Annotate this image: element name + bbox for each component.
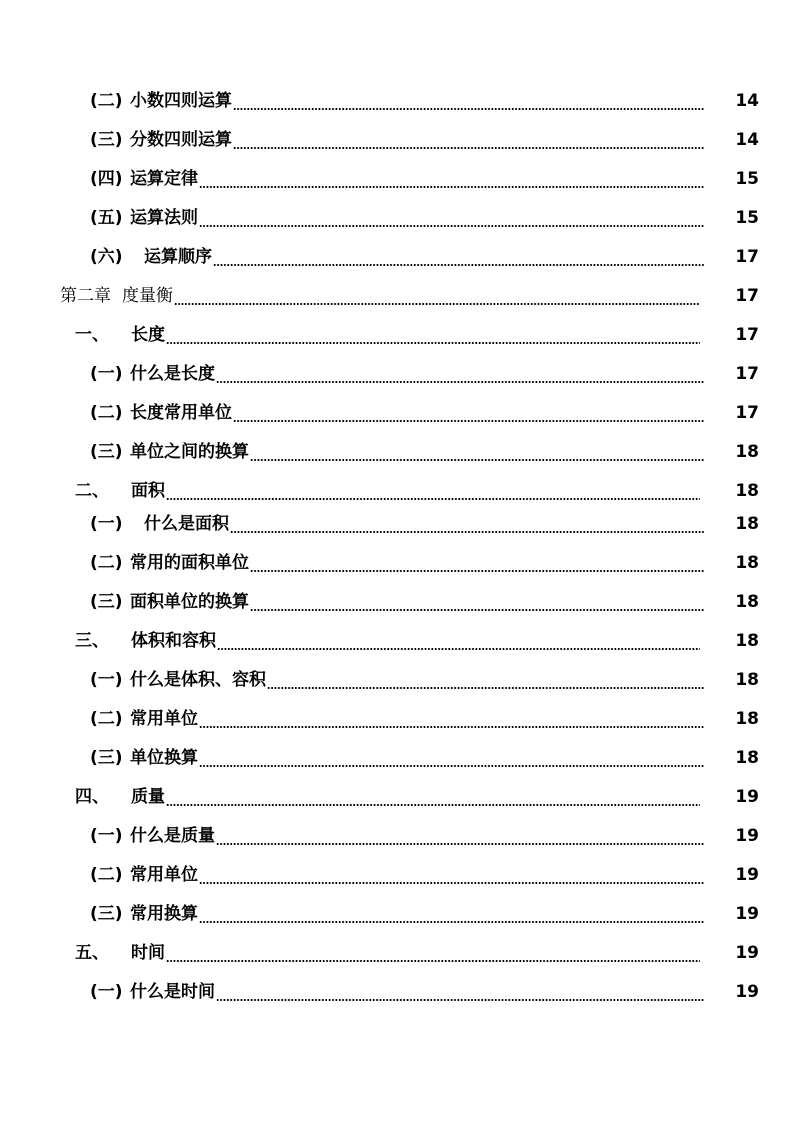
toc-entry[interactable] xyxy=(90,242,704,268)
toc-entry-number: (三) xyxy=(90,592,123,612)
toc-dot-leader xyxy=(216,363,704,385)
toc-entry[interactable] xyxy=(90,548,704,574)
toc-entry-title: 度量衡 xyxy=(122,286,173,306)
toc-entry-number: (一) xyxy=(90,982,123,1002)
toc-entry-number: (一) xyxy=(90,826,123,846)
toc-page-number: 14 xyxy=(735,91,759,111)
toc-dot-leader xyxy=(199,747,704,769)
toc-page-number: 14 xyxy=(735,130,759,150)
toc-entry-title: 什么是长度 xyxy=(130,364,215,384)
toc-dot-leader xyxy=(216,825,704,847)
toc-entry-title: 单位换算 xyxy=(130,748,198,768)
toc-dot-leader xyxy=(166,786,700,808)
toc-page-number: 18 xyxy=(735,631,759,651)
toc-entry[interactable] xyxy=(90,899,704,925)
toc-entry[interactable] xyxy=(75,782,700,808)
toc-entry-number: (三) xyxy=(90,130,123,150)
toc-dot-leader xyxy=(166,480,700,502)
toc-entry[interactable] xyxy=(90,860,704,886)
toc-entry-number: (一) xyxy=(90,670,123,690)
toc-entry-number: (二) xyxy=(90,865,123,885)
toc-page-number: 18 xyxy=(735,514,759,534)
toc-dot-leader xyxy=(199,708,704,730)
toc-dot-leader xyxy=(216,981,704,1003)
toc-entry[interactable] xyxy=(90,359,704,385)
toc-entry[interactable] xyxy=(90,821,704,847)
toc-entry-title: 面积单位的换算 xyxy=(130,592,249,612)
toc-entry-number: (二) xyxy=(90,403,123,423)
toc-entry-number: 一、 xyxy=(75,325,109,345)
toc-entry-number: (一) xyxy=(90,364,123,384)
toc-entry-title: 常用单位 xyxy=(130,865,198,885)
toc-dot-leader xyxy=(233,90,704,112)
toc-entry[interactable] xyxy=(90,704,704,730)
toc-page-number: 18 xyxy=(735,709,759,729)
toc-dot-leader xyxy=(174,285,700,307)
toc-page-number: 15 xyxy=(735,208,759,228)
toc-entry[interactable] xyxy=(75,320,700,346)
toc-page-number: 17 xyxy=(735,364,759,384)
toc-page-number: 19 xyxy=(735,904,759,924)
toc-dot-leader xyxy=(250,591,704,613)
toc-page-number: 19 xyxy=(735,826,759,846)
toc-dot-leader xyxy=(166,942,700,964)
toc-entry-title: 常用换算 xyxy=(130,904,198,924)
toc-entry-title: 小数四则运算 xyxy=(130,91,232,111)
toc-entry-title: 什么是质量 xyxy=(130,826,215,846)
toc-entry-title: 质量 xyxy=(131,787,165,807)
toc-entry-number: (五) xyxy=(90,208,123,228)
toc-entry-number: (三) xyxy=(90,442,123,462)
toc-entry-title: 时间 xyxy=(131,943,165,963)
toc-entry[interactable] xyxy=(90,587,704,613)
toc-entry-number: (二) xyxy=(90,709,123,729)
toc-entry-number: 第二章 xyxy=(60,286,111,306)
toc-dot-leader xyxy=(199,168,704,190)
toc-dot-leader xyxy=(233,402,704,424)
toc-dot-leader xyxy=(230,513,704,535)
toc-entry-title: 常用单位 xyxy=(130,709,198,729)
toc-dot-leader xyxy=(199,207,704,229)
toc-entry-title: 什么是时间 xyxy=(130,982,215,1002)
toc-entry-number: 四、 xyxy=(75,787,109,807)
toc-entry-title: 运算法则 xyxy=(130,208,198,228)
toc-page-number: 18 xyxy=(735,442,759,462)
toc-page-number: 18 xyxy=(735,481,759,501)
toc-entry[interactable] xyxy=(90,86,704,112)
toc-entry-title: 分数四则运算 xyxy=(130,130,232,150)
toc-page-number: 18 xyxy=(735,553,759,573)
toc-entry-number: (三) xyxy=(90,904,123,924)
toc-entry-title: 单位之间的换算 xyxy=(130,442,249,462)
toc-entry-title: 什么是体积、容积 xyxy=(130,670,266,690)
toc-entry-title: 长度常用单位 xyxy=(130,403,232,423)
toc-page-number: 18 xyxy=(735,748,759,768)
toc-entry-title: 运算定律 xyxy=(130,169,198,189)
toc-entry-title: 面积 xyxy=(131,481,165,501)
toc-page-number: 18 xyxy=(735,592,759,612)
toc-entry[interactable] xyxy=(90,125,704,151)
toc-entry[interactable] xyxy=(90,743,704,769)
toc-entry[interactable] xyxy=(60,281,700,307)
toc-entry[interactable] xyxy=(90,398,704,424)
toc-entry-title: 体积和容积 xyxy=(131,631,216,651)
toc-dot-leader xyxy=(250,441,704,463)
toc-entry[interactable] xyxy=(75,626,700,652)
toc-entry[interactable] xyxy=(90,665,704,691)
toc-entry[interactable] xyxy=(90,977,704,1003)
toc-entry-number: (三) xyxy=(90,748,123,768)
toc-dot-leader xyxy=(233,129,704,151)
toc-page-number: 17 xyxy=(735,286,759,306)
toc-entry-number: (二) xyxy=(90,91,123,111)
toc-dot-leader xyxy=(267,669,704,691)
toc-page-number: 18 xyxy=(735,670,759,690)
toc-page-number: 17 xyxy=(735,247,759,267)
toc-entry-number: 五、 xyxy=(75,943,109,963)
toc-entry-title: 运算顺序 xyxy=(144,247,212,267)
toc-entry[interactable] xyxy=(75,476,700,502)
toc-entry[interactable] xyxy=(90,164,704,190)
toc-entry[interactable] xyxy=(90,437,704,463)
toc-page-number: 17 xyxy=(735,325,759,345)
toc-dot-leader xyxy=(199,903,704,925)
toc-page-number: 19 xyxy=(735,787,759,807)
toc-entry[interactable] xyxy=(90,509,704,535)
toc-page-number: 19 xyxy=(735,943,759,963)
toc-page-number: 19 xyxy=(735,982,759,1002)
toc-page-number: 17 xyxy=(735,403,759,423)
toc-dot-leader xyxy=(217,630,700,652)
toc-entry-number: (一) xyxy=(90,514,123,534)
toc-entry-number: (四) xyxy=(90,169,123,189)
toc-entry[interactable] xyxy=(90,203,704,229)
toc-entry-number: 二、 xyxy=(75,481,109,501)
toc-dot-leader xyxy=(213,246,704,268)
toc-dot-leader xyxy=(166,324,700,346)
toc-entry-number: (二) xyxy=(90,553,123,573)
toc-entry-title: 什么是面积 xyxy=(144,514,229,534)
toc-dot-leader xyxy=(250,552,704,574)
toc-entry[interactable] xyxy=(75,938,700,964)
toc-entry-number: 三、 xyxy=(75,631,109,651)
toc-entry-title: 常用的面积单位 xyxy=(130,553,249,573)
toc-entry-number: (六) xyxy=(90,247,123,267)
toc-dot-leader xyxy=(199,864,704,886)
toc-entry-title: 长度 xyxy=(131,325,165,345)
toc-page-number: 19 xyxy=(735,865,759,885)
toc-page-number: 15 xyxy=(735,169,759,189)
